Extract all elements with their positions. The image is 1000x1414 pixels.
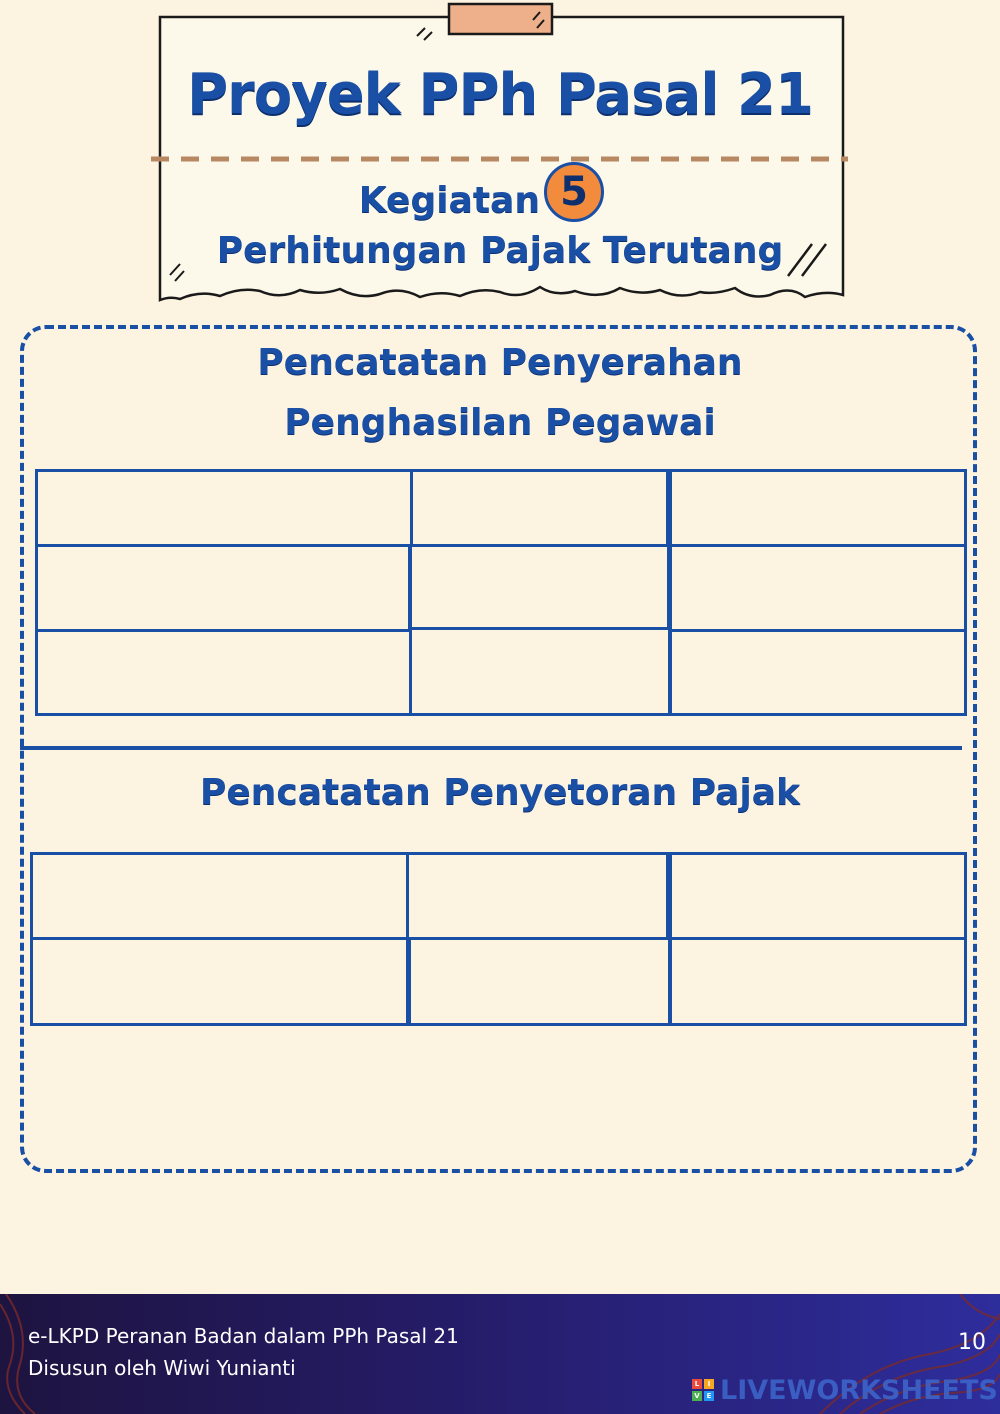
section2-title: Pencatatan Penyetoran Pajak [200, 772, 800, 813]
payment-cell-r2c2[interactable] [408, 937, 671, 1026]
tape-strip [449, 4, 552, 34]
section1-title-line1: Pencatatan Penyerahan [257, 342, 743, 383]
income-cell-r2c2[interactable] [409, 544, 670, 630]
payment-cell-r2c1[interactable] [30, 937, 409, 1026]
income-cell-r3c1[interactable] [35, 629, 412, 716]
income-cell-r3c2[interactable] [409, 627, 671, 716]
income-cell-r1c3[interactable] [669, 469, 967, 547]
liveworksheets-watermark [692, 1376, 998, 1404]
income-cell-r2c3[interactable] [669, 544, 967, 632]
page-subtitle: Perhitungan Pajak Terutang [216, 230, 784, 271]
section-divider [20, 746, 962, 750]
income-cell-r1c1[interactable] [35, 469, 413, 547]
footer-author: Disusun oleh Wiwi Yunianti [28, 1356, 296, 1380]
title-card [0, 0, 1000, 320]
income-cell-r2c1[interactable] [35, 544, 411, 632]
activity-number-badge: 5 [544, 162, 604, 222]
watermark-text: LIVEWORKSHEETS [720, 1374, 998, 1406]
page-number: 10 [958, 1330, 986, 1355]
payment-cell-r2c3[interactable] [669, 937, 967, 1026]
income-cell-r1c2[interactable] [410, 469, 669, 547]
activity-label: Kegiatan [358, 180, 540, 221]
footer-bar [0, 1294, 1000, 1414]
payment-cell-r1c3[interactable] [669, 852, 967, 940]
payment-cell-r1c2[interactable] [406, 852, 669, 940]
section1-title-line2: Penghasilan Pegawai [284, 402, 716, 443]
payment-cell-r1c1[interactable] [30, 852, 409, 940]
liveworksheets-logo-icon: L I V E [692, 1379, 714, 1401]
footer-doc-title: e-LKPD Peranan Badan dalam PPh Pasal 21 [28, 1324, 459, 1348]
page-title: Proyek PPh Pasal 21 [187, 62, 813, 127]
income-cell-r3c3[interactable] [669, 629, 967, 716]
